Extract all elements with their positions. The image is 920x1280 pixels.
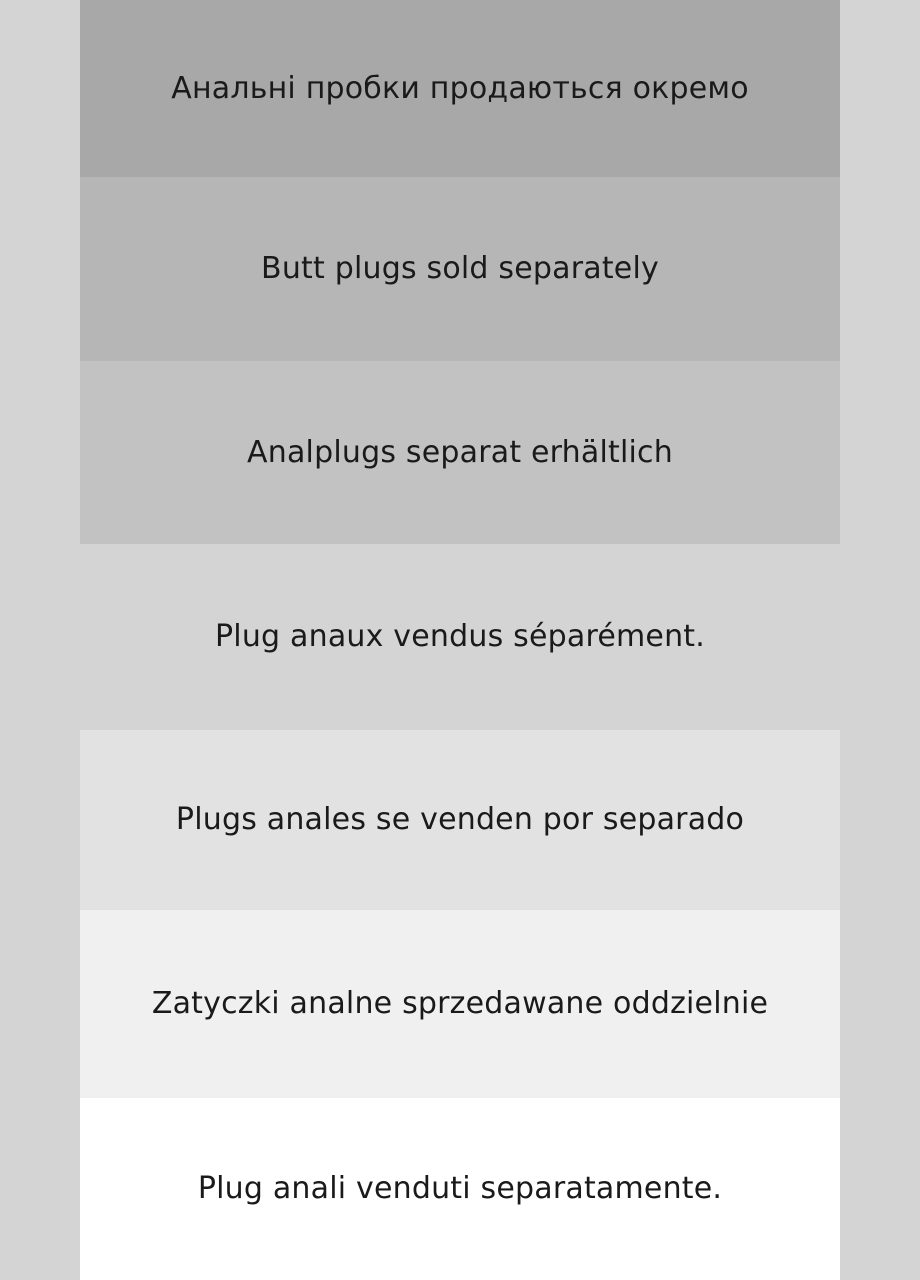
translation-band — [80, 361, 840, 544]
translation-text: Plug anaux vendus séparément. — [215, 619, 705, 655]
translation-text: Butt plugs sold separately — [261, 251, 659, 287]
translation-text: Plugs anales se venden por separado — [175, 802, 745, 838]
translation-band — [80, 544, 840, 730]
translation-band — [80, 177, 840, 361]
translation-band — [80, 910, 840, 1098]
translation-text: Analplugs separat erhältlich — [247, 434, 673, 470]
translation-text: Zatyczki analne sprzedawane oddzielnie — [151, 986, 769, 1022]
translation-band — [80, 1098, 840, 1280]
translation-band — [80, 730, 840, 910]
translation-text: Plug anali venduti separatamente. — [197, 1171, 723, 1207]
translation-band — [80, 0, 840, 177]
translation-text: Анальні пробки продаються окремо — [171, 70, 749, 106]
